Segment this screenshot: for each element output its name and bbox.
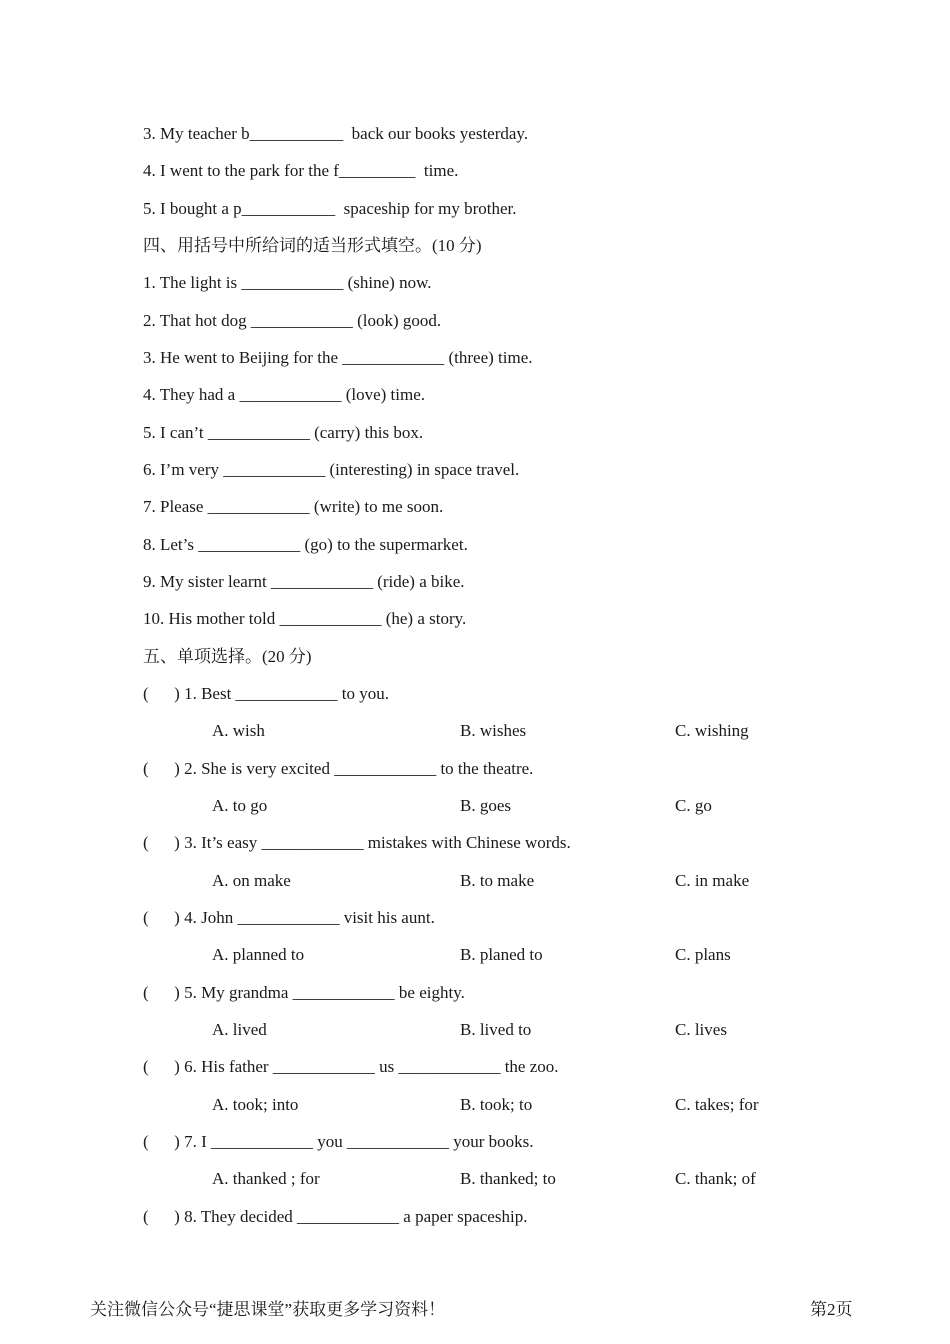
form-item-3: 3. He went to Beijing for the ____________ (three) time. [143, 348, 533, 367]
mc-option-a: A. thanked ; for [212, 1169, 320, 1188]
mc-option-b: B. thanked; to [460, 1169, 556, 1188]
form-item-9: 9. My sister learnt ____________ (ride) a bike. [143, 572, 465, 591]
mc-option-c: C. plans [675, 945, 731, 964]
mc-option-c: C. thank; of [675, 1169, 756, 1188]
page-number: 第2页 [810, 1300, 853, 1319]
mc-option-b: B. took; to [460, 1095, 533, 1114]
mc-option-b: B. wishes [460, 721, 527, 740]
mc-option-c: C. in make [675, 871, 750, 890]
mc-option-c: C. lives [675, 1020, 727, 1039]
fill-item-4: 4. I went to the park for the f_________ time. [143, 161, 459, 180]
mc-option-a: A. took; into [212, 1095, 299, 1114]
form-item-6: 6. I’m very ____________ (interesting) in space travel. [143, 460, 520, 479]
mc-option-c: C. takes; for [675, 1095, 759, 1114]
mc-question-4: ( ) 4. John ____________ visit his aunt. [143, 908, 435, 927]
mc-option-b: B. planed to [460, 945, 543, 964]
mc-question-2: ( ) 2. She is very excited ____________ to the theatre. [143, 759, 534, 778]
mc-question-8: ( ) 8. They decided ____________ a paper spaceship. [143, 1207, 528, 1226]
fill-item-5: 5. I bought a p___________ spaceship for my brother. [143, 199, 517, 218]
mc-option-a: A. wish [212, 721, 265, 740]
mc-option-a: A. on make [212, 871, 291, 890]
mc-question-3: ( ) 3. It’s easy ____________ mistakes with Chinese words. [143, 833, 571, 852]
section-4-heading: 四、用括号中所给词的适当形式填空。(10 分) [143, 236, 482, 255]
mc-question-5: ( ) 5. My grandma ____________ be eighty. [143, 983, 465, 1002]
mc-question-7: ( ) 7. I ____________ you ____________ your books. [143, 1132, 534, 1151]
mc-question-1: ( ) 1. Best ____________ to you. [143, 684, 390, 703]
form-item-8: 8. Let’s ____________ (go) to the supermarket. [143, 535, 468, 554]
form-item-10: 10. His mother told ____________ (he) a story. [143, 609, 467, 628]
fill-item-3: 3. My teacher b___________ back our books yesterday. [143, 124, 529, 143]
form-item-7: 7. Please ____________ (write) to me soon. [143, 497, 444, 516]
mc-option-a: A. to go [212, 796, 268, 815]
mc-question-6: ( ) 6. His father ____________ us ____________ the zoo. [143, 1057, 559, 1076]
mc-option-b: B. to make [460, 871, 535, 890]
mc-option-a: A. lived [212, 1020, 267, 1039]
form-item-5: 5. I can’t ____________ (carry) this box. [143, 423, 424, 442]
form-item-4: 4. They had a ____________ (love) time. [143, 385, 426, 404]
form-item-1: 1. The light is ____________ (shine) now. [143, 273, 432, 292]
mc-option-c: C. wishing [675, 721, 749, 740]
form-item-2: 2. That hot dog ____________ (look) good. [143, 311, 442, 330]
mc-option-a: A. planned to [212, 945, 305, 964]
mc-option-b: B. lived to [460, 1020, 532, 1039]
mc-option-b: B. goes [460, 796, 511, 815]
footer-promo: 关注微信公众号“捷思课堂”获取更多学习资料！ [90, 1300, 446, 1319]
mc-option-c: C. go [675, 796, 712, 815]
section-5-heading: 五、单项选择。(20 分) [143, 647, 312, 666]
